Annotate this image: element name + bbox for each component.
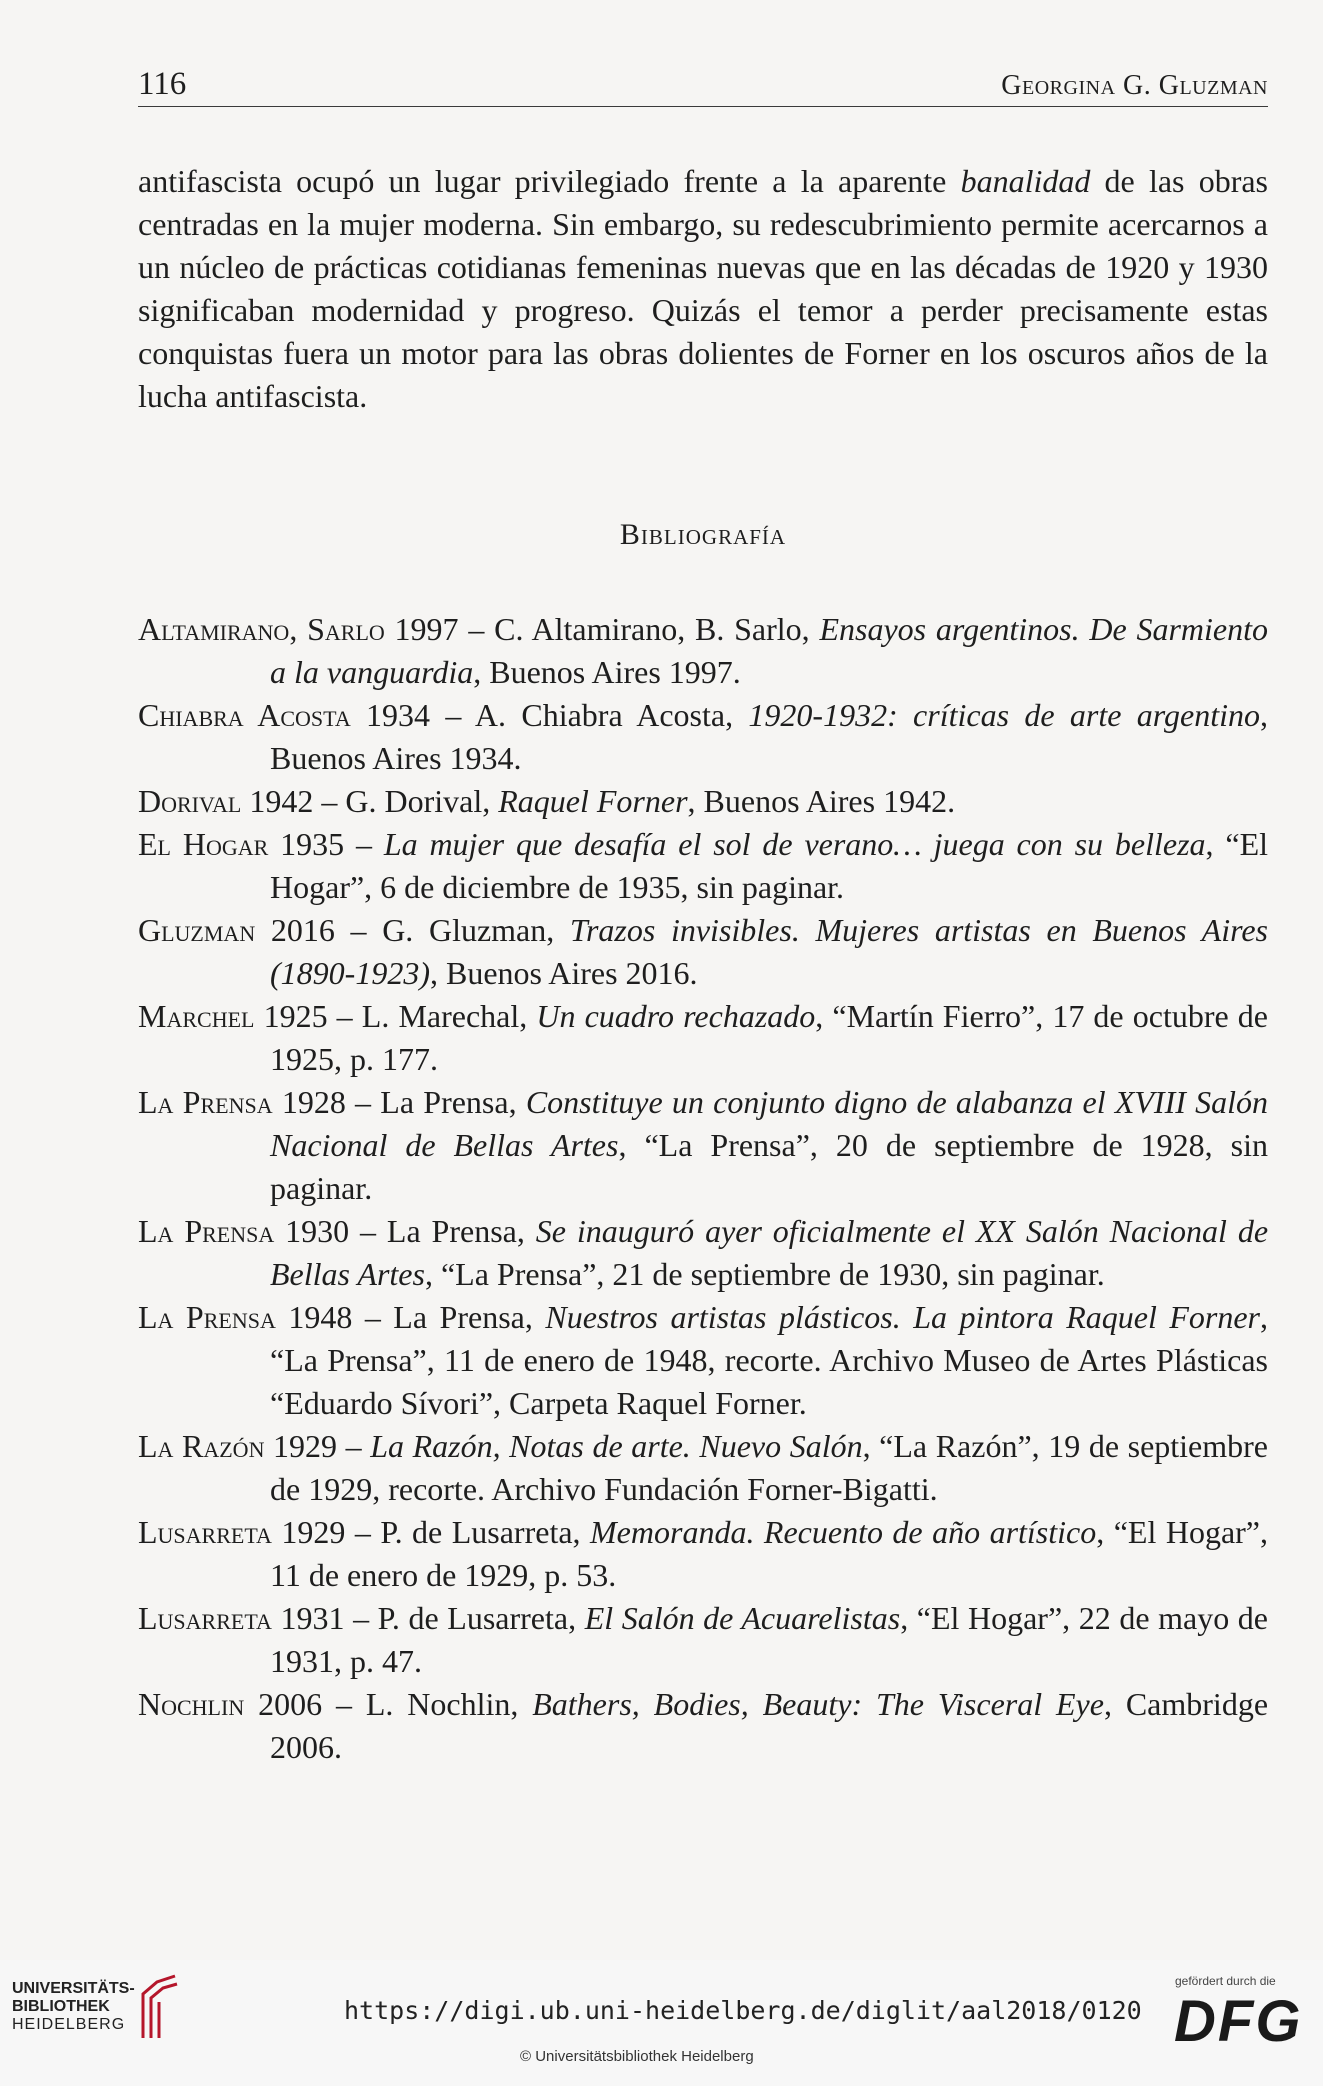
entry-details: , Cambridge 2006. (270, 1686, 1269, 1765)
bibliography-entry (138, 608, 1268, 694)
entry-title: Nuestros artistas plásticos. La pintora Raquel Forner (545, 1299, 1261, 1335)
entry-author: La Prensa (138, 1299, 276, 1335)
entry-reference: 2016 – G. Gluzman, (255, 912, 570, 948)
entry-author: La Prensa (138, 1213, 275, 1249)
entry-reference: 1948 – La Prensa, (275, 1299, 546, 1335)
page-header (138, 60, 1268, 107)
entry-author: Chiabra Acosta (138, 697, 351, 733)
paragraph-text-start: antifascista ocupó un lugar privilegiado frente a la aparente (138, 163, 961, 199)
entry-author: Lusarreta (138, 1600, 272, 1636)
entry-author: Nochlin (138, 1686, 245, 1722)
entry-reference: 1930 – La Prensa, (274, 1213, 536, 1249)
bibliography-entry (138, 823, 1268, 909)
entry-reference: 1935 – (268, 826, 384, 862)
dfg-logo: DFG (1174, 1989, 1303, 2054)
page-number: 116 (138, 66, 187, 102)
library-logo-icon (137, 1972, 183, 2042)
footer (0, 1960, 1323, 2086)
entry-title: La Razón, Notas de arte. Nuevo Salón (370, 1428, 863, 1464)
entry-title: Un cuadro rechazado (536, 998, 816, 1034)
entry-title: Raquel Forner (498, 783, 688, 819)
entry-title: Ensayos argentinos. De Sarmiento a la vanguardia (270, 611, 1268, 690)
library-name-line1: UNIVERSITÄTS- (12, 1980, 135, 1997)
entry-author: La Prensa (138, 1084, 273, 1120)
bibliography-entry (138, 1597, 1268, 1683)
entry-details: , Buenos Aires 1934. (270, 697, 1269, 776)
entry-author: El Hogar (138, 826, 269, 862)
entry-reference: 1931 – P. de Lusarreta, (271, 1600, 585, 1636)
entry-details: , “El Hogar”, 22 de mayo de 1931, p. 47. (270, 1600, 1269, 1679)
library-name-line2: BIBLIOTHEK (12, 1998, 110, 2015)
bibliography-heading: Bibliografía (619, 518, 787, 551)
entry-title: Trazos invisibles. Mujeres artistas en Buenos Aires (1890-1923) (270, 912, 1268, 991)
entry-details: , “La Razón”, 19 de septiembre de 1929, recorte. Archivo Fundación Forner-Bigatti. (270, 1428, 1269, 1507)
bibliography-entry (138, 1683, 1268, 1769)
entry-reference: 1929 – P. de Lusarreta, (271, 1514, 591, 1550)
entry-author: Altamirano, Sarlo (138, 611, 385, 647)
entry-details: , Buenos Aires 1942. (687, 783, 956, 819)
bibliography-entry (138, 1425, 1268, 1511)
bibliography-entry (138, 1210, 1268, 1296)
entry-author: Lusarreta (138, 1514, 272, 1550)
bibliography-entry (138, 909, 1268, 995)
dfg-funding-label: gefördert durch die (1175, 1974, 1276, 1988)
entry-author: Gluzman (138, 912, 256, 948)
entry-title: Constituye un conjunto digno de alabanza el XVIII Salón Nacional de Bellas Artes (270, 1084, 1269, 1163)
entry-reference: 2006 – L. Nochlin, (244, 1686, 533, 1722)
bibliography-entry (138, 1511, 1268, 1597)
entry-reference: 1942 – G. Dorival, (241, 783, 499, 819)
permalink-url[interactable]: https://digi.ub.uni-heidelberg.de/diglit/aal2018/0120 (344, 1996, 1142, 2025)
bibliography-entry (138, 780, 1268, 823)
paragraph-text-end: de las obras centradas en la mujer moderna. Sin embargo, su redescubrimiento permite acercarnos a un núcleo de prácticas cotidianas femeninas nuevas que en las décadas de 1920 y 1930 significaban modernidad y progreso. Quizás el temor a perder precisamente estas conquistas fuera un motor para las obras dolientes de Forner en los oscuros años de la lucha antifascista. (138, 163, 1269, 414)
entry-reference: 1997 – C. Altamirano, B. Sarlo, (384, 611, 820, 647)
entry-details: , “La Prensa”, 21 de septiembre de 1930, sin paginar. (424, 1256, 1105, 1292)
bibliography-entry (138, 1081, 1268, 1210)
entry-author: Dorival (138, 783, 242, 819)
entry-details: , “La Prensa”, 11 de enero de 1948, recorte. Archivo Museo de Artes Plásticas “Eduardo Sívori”, Carpeta Raquel Forner. (270, 1299, 1269, 1421)
entry-reference: 1934 – A. Chiabra Acosta, (350, 697, 749, 733)
entry-reference: 1929 – (264, 1428, 371, 1464)
entry-title: Memoranda. Recuento de año artístico (590, 1514, 1097, 1550)
entry-reference: 1928 – La Prensa, (272, 1084, 526, 1120)
bibliography-entry (138, 694, 1268, 780)
entry-details: , Buenos Aires 1997. (473, 654, 741, 690)
library-name-line3: HEIDELBERG (12, 2016, 126, 2033)
entry-title: 1920-1932: críticas de arte argentino (748, 697, 1261, 733)
entry-details: , “El Hogar”, 11 de enero de 1929, p. 53. (270, 1514, 1269, 1593)
entry-reference: 1925 – L. Marechal, (254, 998, 537, 1034)
body-paragraph (138, 160, 1268, 418)
entry-author: La Razón (138, 1428, 265, 1464)
entry-author: Marchel (138, 998, 255, 1034)
bibliography-entry (138, 995, 1268, 1081)
library-logo-text (12, 1980, 135, 2034)
entry-title: Bathers, Bodies, Beauty: The Visceral Eye (532, 1686, 1104, 1722)
entry-title: La mujer que desafía el sol de verano… juega con su belleza (383, 826, 1206, 862)
entry-title: Se inauguró ayer oficialmente el XX Salón Nacional de Bellas Artes (270, 1213, 1269, 1292)
bibliography-list (138, 608, 1268, 1769)
entry-details: , Buenos Aires 2016. (429, 955, 698, 991)
entry-details: , “La Prensa”, 20 de septiembre de 1928, sin paginar. (270, 1127, 1269, 1206)
bibliography-entry (138, 1296, 1268, 1425)
entry-title: El Salón de Acuarelistas (584, 1600, 901, 1636)
copyright-notice: © Universitätsbibliothek Heidelberg (520, 2048, 754, 2065)
entry-details: , “Martín Fierro”, 17 de octubre de 1925, p. 177. (270, 998, 1268, 1077)
paragraph-emphasis: banalidad (960, 163, 1091, 199)
running-head: Georgina G. Gluzman (1001, 70, 1268, 101)
entry-details: , “El Hogar”, 6 de diciembre de 1935, sin paginar. (270, 826, 1269, 905)
